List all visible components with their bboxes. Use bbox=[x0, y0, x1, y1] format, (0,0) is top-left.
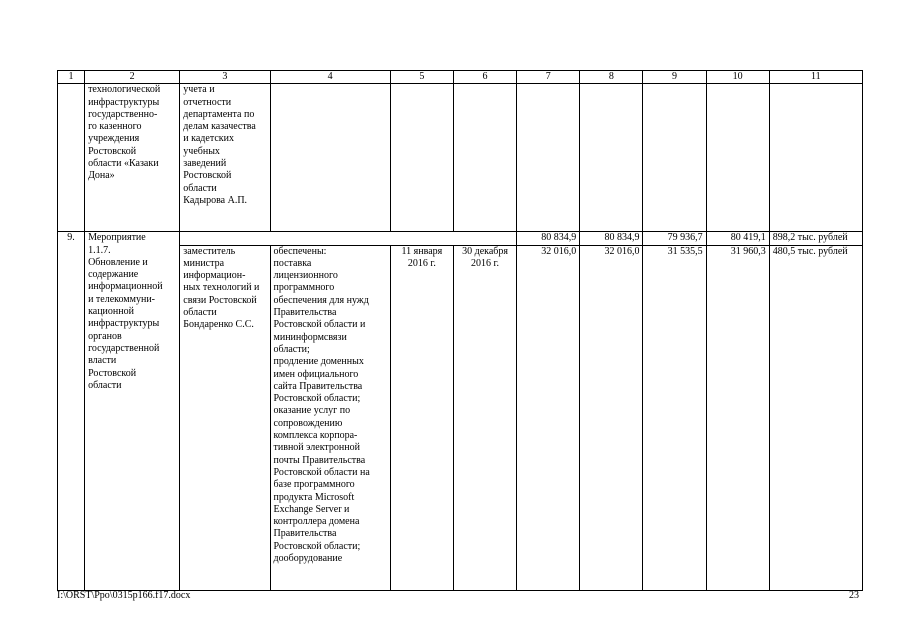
column-header: 1 bbox=[58, 71, 85, 84]
cell-start-date: 11 января 2016 г. bbox=[390, 245, 453, 590]
cell-empty bbox=[390, 84, 453, 232]
cell-activity-name: Мероприятие 1.1.7. Обновление и содержание информационной и телекоммуни- кационной инфраструктуры органов государственной власти Ростовской области bbox=[85, 232, 180, 590]
footer-file-path: I:\ORST\Ppo\0315p166.f17.docx bbox=[57, 590, 191, 601]
cell-value-col7: 32 016,0 bbox=[517, 245, 580, 590]
column-header: 9 bbox=[643, 71, 706, 84]
cell-empty bbox=[643, 84, 706, 232]
column-header: 10 bbox=[706, 71, 769, 84]
cell-responsible: заместитель министра информацион- ных технологий и связи Ростовской области Бондаренко С.С. bbox=[180, 245, 270, 590]
table-row-9-totals bbox=[58, 232, 863, 245]
footer-page-number: 23 bbox=[849, 590, 859, 601]
cell-empty bbox=[270, 84, 390, 232]
column-header: 11 bbox=[769, 71, 862, 84]
plan-table bbox=[57, 70, 863, 591]
cell-value-col11: 480,5 тыс. рублей bbox=[769, 245, 862, 590]
cell-value-col8: 32 016,0 bbox=[580, 245, 643, 590]
cell-value-col9: 31 535,5 bbox=[643, 245, 706, 590]
cell-responsible-continued: учета и отчетности департамента по делам казачества и кадетских учебных заведений Ростовской области Кадырова А.П. bbox=[180, 84, 270, 232]
cell-empty bbox=[453, 84, 516, 232]
cell-total-col10: 80 419,1 bbox=[706, 232, 769, 245]
cell-value-col10: 31 960,3 bbox=[706, 245, 769, 590]
cell-empty bbox=[517, 84, 580, 232]
column-header: 6 bbox=[453, 71, 516, 84]
cell-row-number: 9. bbox=[58, 232, 85, 590]
table-header-row bbox=[58, 71, 863, 84]
cell-total-col8: 80 834,9 bbox=[580, 232, 643, 245]
column-header: 3 bbox=[180, 71, 270, 84]
column-header: 7 bbox=[517, 71, 580, 84]
cell-total-col11: 898,2 тыс. рублей bbox=[769, 232, 862, 245]
cell-empty bbox=[580, 84, 643, 232]
column-header: 5 bbox=[390, 71, 453, 84]
cell-empty bbox=[769, 84, 862, 232]
cell-executor-continued: технологической инфраструктуры государственно- го казенного учреждения Ростовской области «Казаки Дона» bbox=[85, 84, 180, 232]
cell-empty bbox=[58, 84, 85, 232]
cell-end-date: 30 декабря 2016 г. bbox=[453, 245, 516, 590]
cell-empty bbox=[180, 232, 517, 245]
table-row-continuation bbox=[58, 84, 863, 232]
column-header: 4 bbox=[270, 71, 390, 84]
cell-expected-result: обеспечены: поставка лицензионного программного обеспечения для нужд Правительства Ростовской области и мининформсвязи области; продление доменных имен официального сайта Правительства Ростовской области; оказание услуг по сопровождению комплекса корпора- тивной электронной почты Правительства Ростовской области на базе программного продукта Microsoft Exchange Server и контроллера домена Правительства Ростовской области; дооборудование bbox=[270, 245, 390, 590]
cell-total-col9: 79 936,7 bbox=[643, 232, 706, 245]
column-header: 2 bbox=[85, 71, 180, 84]
cell-total-col7: 80 834,9 bbox=[517, 232, 580, 245]
cell-empty bbox=[706, 84, 769, 232]
column-header: 8 bbox=[580, 71, 643, 84]
